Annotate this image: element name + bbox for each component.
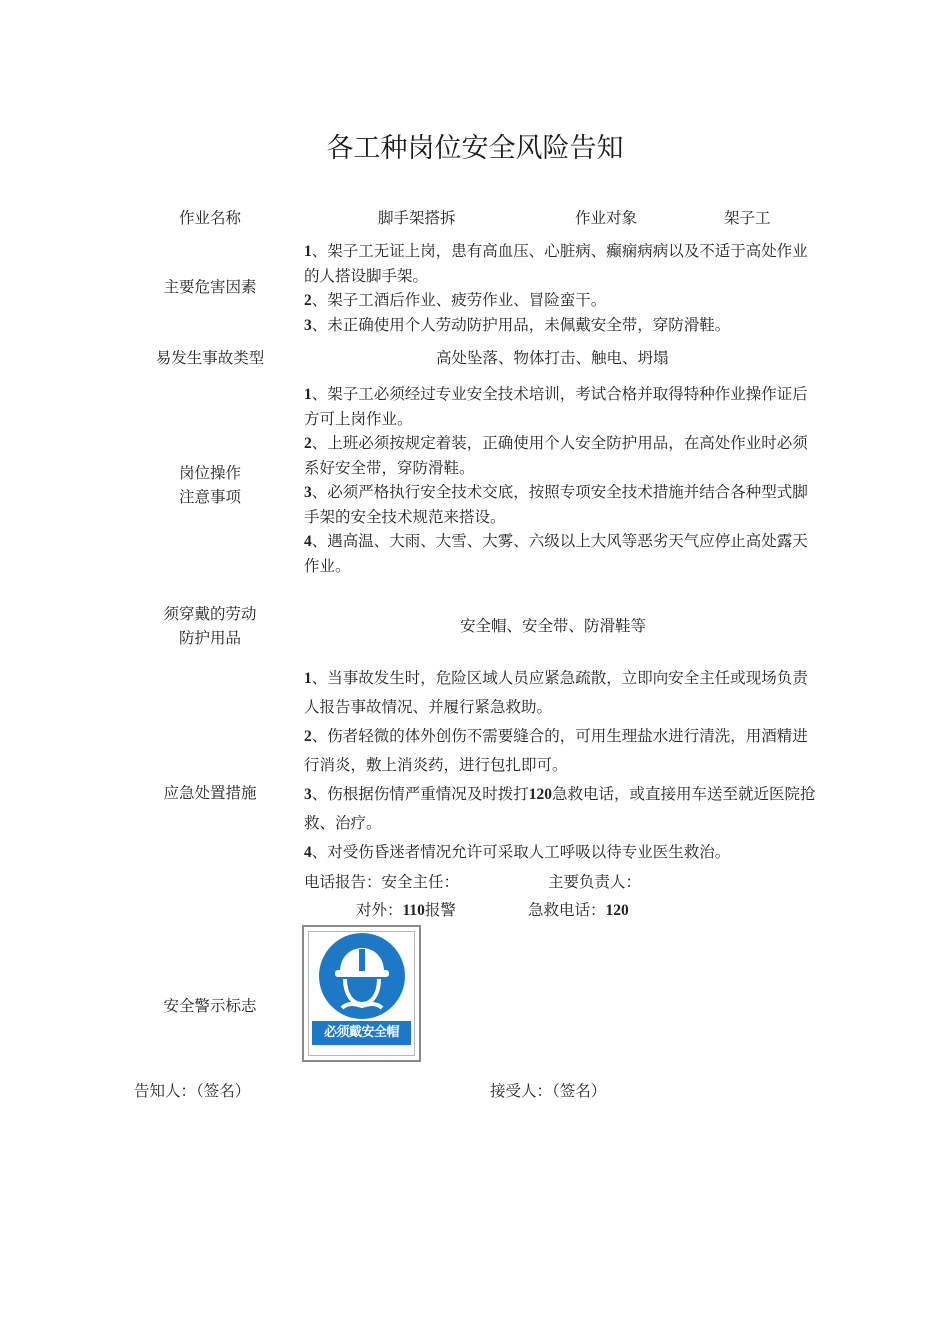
emergency-list [304, 664, 820, 867]
notifier-signature: 告知人：（签名） [134, 1082, 251, 1100]
external-call: 对外：110报警 [356, 901, 456, 919]
ppe-label: 须穿戴的劳动 防护用品 [163, 605, 257, 647]
work-name-label: 作业名称 [178, 209, 241, 227]
emergency-item: 4、对受伤昏迷者情况允许可采取人工呼吸以待专业医生救治。 [304, 843, 731, 861]
phone-report: 电话报告：安全主任： [304, 873, 460, 891]
warning-sign-label: 安全警示标志 [163, 997, 257, 1015]
sign-caption: 必须戴安全帽 [312, 1021, 411, 1045]
accident-types-label: 易发生事故类型 [155, 349, 265, 367]
emergency-label: 应急处置措施 [163, 784, 257, 802]
hazard-item: 2、架子工酒后作业、疲劳作业、冒险蛮干。 [304, 291, 607, 309]
operation-label: 岗位操作 注意事项 [178, 464, 241, 506]
emergency-item: 2、伤者轻微的体外创伤不需要缝合的，可用生理盐水进行清洗，用酒精进行消炎，敷上消炎药，进行包扎即可。 [304, 727, 808, 774]
operation-item: 1、架子工必须经过专业安全技术培训，考试合格并取得特种作业操作证后方可上岗作业。 [304, 385, 808, 428]
work-name-value: 脚手架搭拆 [378, 209, 456, 227]
hazard-item: 3、未正确使用个人劳动防护用品，未佩戴安全带，穿防滑鞋。 [304, 316, 731, 334]
main-person: 主要负责人： [548, 873, 642, 891]
hard-hat-sign [302, 925, 421, 1062]
hard-hat-icon [318, 932, 406, 1020]
operation-list [304, 382, 820, 578]
ppe-value: 安全帽、安全带、防滑鞋等 [460, 617, 647, 635]
emergency-item: 3、伤根据伤情严重情况及时拨打120急救电话，或直接用车送至就近医院抢救、治疗。 [304, 785, 816, 832]
emergency-item: 1、当事故发生时，危险区域人员应紧急疏散，立即向安全主任或现场负责人报告事故情况、并履行紧急救助。 [304, 669, 808, 716]
operation-item: 2、上班必须按规定着装，正确使用个人安全防护用品，在高处作业时必须系好安全带，穿防滑鞋。 [304, 434, 808, 477]
page-title: 各工种岗位安全风险告知 [326, 133, 624, 164]
hazards-list [304, 239, 820, 338]
hazards-label: 主要危害因素 [163, 278, 257, 296]
work-object-value: 架子工 [724, 209, 771, 227]
hazard-item: 1、架子工无证上岗，患有高血压、心脏病、癫痫病病以及不适于高处作业的人搭设脚手架。 [304, 242, 808, 285]
work-object-label: 作业对象 [575, 209, 638, 227]
aid-call: 急救电话：120 [528, 901, 629, 919]
accident-types-value: 高处坠落、物体打击、触电、坍塌 [436, 349, 669, 367]
operation-item: 3、必须严格执行安全技术交底，按照专项安全技术措施并结合各种型式脚手架的安全技术规范来搭设。 [304, 483, 808, 526]
operation-item: 4、遇高温、大雨、大雪、大雾、六级以上大风等恶劣天气应停止高处露天作业。 [304, 532, 808, 575]
receiver-signature: 接受人：（签名） [490, 1082, 607, 1100]
